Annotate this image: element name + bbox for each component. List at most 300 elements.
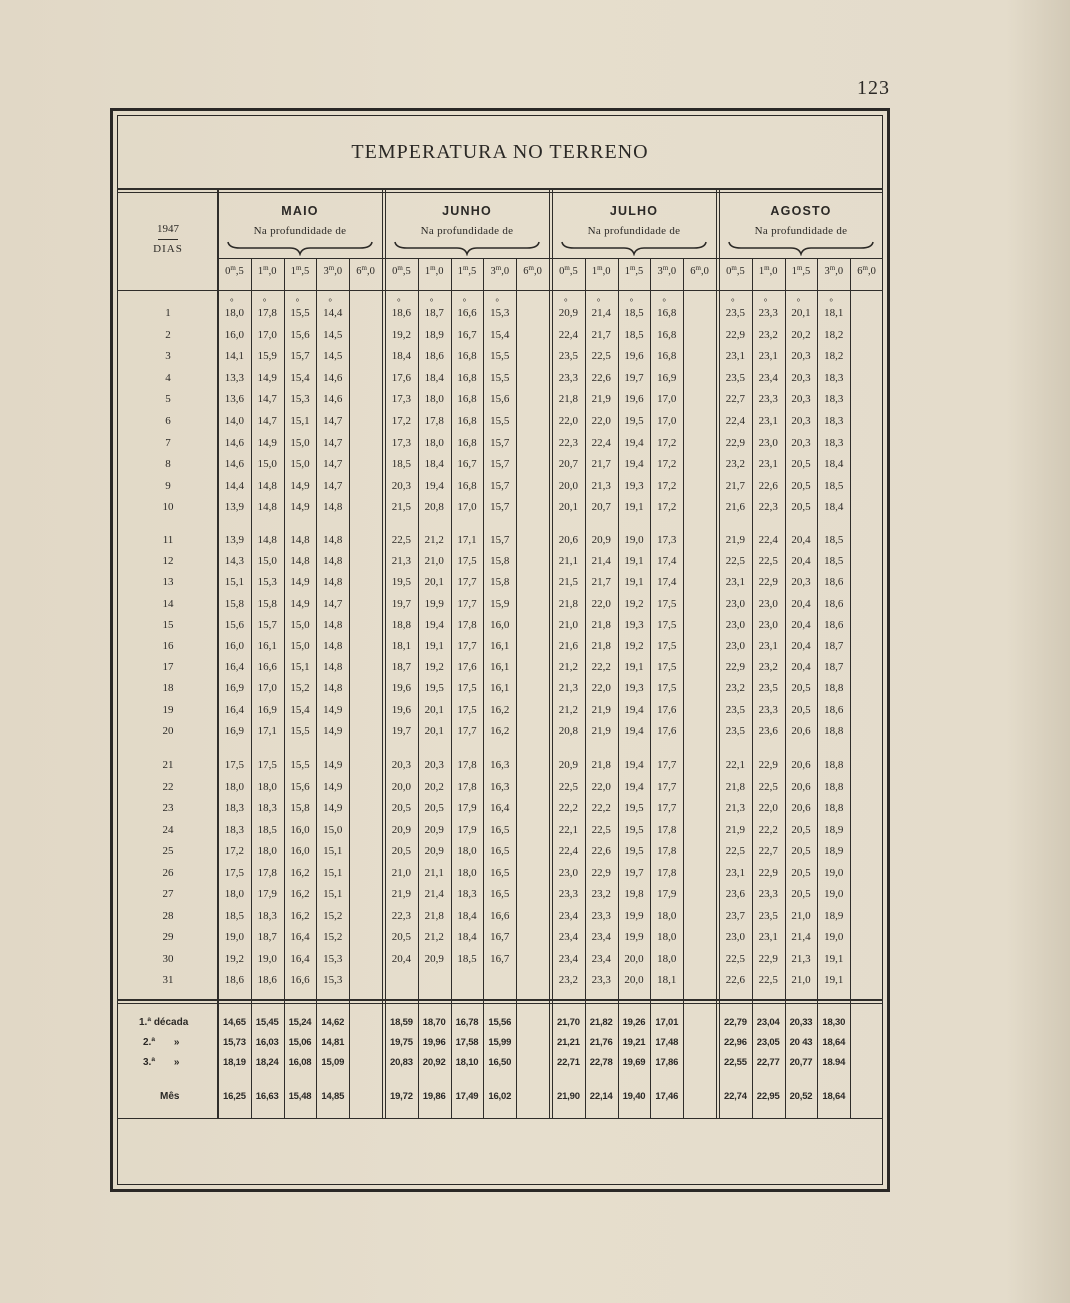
summary-cell: 16,03 [255, 1037, 279, 1048]
temperature-value: 15,5 [290, 724, 310, 737]
table-row [0, 823, 1070, 837]
temperature-value: 21,2 [424, 931, 444, 943]
temperature-value: 20,5 [791, 866, 811, 879]
depth-unit: m [263, 264, 269, 272]
temperature-value: 19,5 [624, 845, 644, 857]
temperature-cell [451, 801, 484, 815]
day-number: 24 [162, 823, 174, 836]
depth-label [451, 265, 484, 279]
summary-cell: 16,02 [488, 1091, 512, 1102]
temperature-value: 19,7 [391, 597, 412, 610]
temperature-cell [483, 930, 516, 944]
temperature-value: 17,8 [657, 823, 677, 836]
temperature-cell [585, 349, 618, 363]
temperature-cell [552, 681, 585, 695]
temperature-value: 23,0 [758, 436, 778, 449]
temperature-cell [752, 639, 785, 653]
depth-unit: m [862, 264, 868, 272]
temperature-value: 19,1 [624, 501, 644, 514]
temperature-value: 16,8 [657, 328, 677, 341]
table-row [0, 909, 1070, 923]
temperature-value: 16,8 [457, 479, 477, 492]
temperature-cell [251, 973, 284, 987]
temperature-cell [316, 457, 349, 471]
degree-mark: ° [397, 297, 401, 307]
temperature-cell [451, 414, 484, 428]
temperature-value: 23,1 [758, 350, 778, 363]
temperature-cell [418, 780, 451, 794]
temperature-value: 15,7 [257, 618, 277, 631]
depth-decimal: ,0 [835, 266, 844, 277]
temperature-value: 16,3 [490, 780, 510, 793]
temperature-value: 22,2 [591, 802, 611, 814]
temperature-cell [316, 436, 349, 450]
temperature-value: 23,0 [758, 597, 778, 610]
temperature-cell [785, 575, 818, 589]
temperature-cell [218, 597, 251, 611]
temperature-value: 17,3 [391, 436, 412, 449]
temperature-cell [251, 660, 284, 674]
temperature-cell [451, 660, 484, 674]
table-row [0, 349, 1070, 363]
temperature-value: 15,1 [323, 888, 343, 900]
temperature-cell [650, 554, 683, 568]
temperature-value: 16,8 [457, 415, 477, 427]
temperature-value: 18,5 [457, 952, 477, 965]
temperature-cell [650, 952, 683, 966]
temperature-cell [483, 414, 516, 428]
temperature-value: 18,8 [824, 724, 844, 737]
temperature-cell [251, 703, 284, 717]
temperature-cell [785, 457, 818, 471]
temperature-value: 18,4 [457, 909, 477, 922]
depth-decimal: ,5 [736, 266, 745, 277]
table-row [0, 801, 1070, 815]
table-row [0, 887, 1070, 901]
table-row [0, 392, 1070, 406]
depth-number: 3 [657, 266, 663, 277]
temperature-value: 21,1 [424, 866, 444, 879]
depth-decimal: ,0 [501, 266, 510, 277]
temperature-value: 22,2 [591, 661, 611, 674]
temperature-cell [618, 780, 651, 794]
temperature-cell [418, 500, 451, 514]
temperature-cell [284, 660, 317, 674]
temperature-cell [817, 575, 850, 589]
temperature-cell [650, 930, 683, 944]
temperature-cell [251, 618, 284, 632]
temperature-cell [451, 575, 484, 589]
temperature-cell [385, 866, 418, 880]
depth-number: 1 [457, 266, 463, 277]
temperature-value: 15,3 [290, 393, 310, 406]
temperature-value: 15,9 [490, 597, 510, 610]
temperature-value: 17,6 [391, 371, 412, 384]
temperature-value: 14,8 [257, 501, 277, 514]
temperature-cell [650, 724, 683, 738]
temperature-cell [817, 500, 850, 514]
temperature-value: 23,5 [758, 909, 778, 922]
temperature-cell [418, 724, 451, 738]
temperature-cell [316, 681, 349, 695]
temperature-cell [785, 724, 818, 738]
day-number: 6 [165, 415, 171, 427]
temperature-value: 18,3 [457, 888, 477, 900]
temperature-value: 22,1 [725, 759, 746, 771]
summary-cell: 19,96 [422, 1037, 446, 1048]
temperature-cell [785, 681, 818, 695]
day-number: 16 [162, 640, 174, 652]
temperature-value: 14,8 [323, 534, 343, 546]
temperature-cell [618, 952, 651, 966]
temperature-value: 17,9 [657, 888, 677, 900]
table-row [0, 457, 1070, 471]
temperature-cell [418, 371, 451, 385]
summary-cell: 20,92 [422, 1057, 446, 1068]
temperature-cell [251, 801, 284, 815]
temperature-value: 18,5 [257, 823, 277, 836]
temperature-value: 19,1 [624, 661, 644, 674]
temperature-value: 14,6 [224, 436, 245, 449]
temperature-cell [284, 780, 317, 794]
temperature-cell [752, 328, 785, 342]
temperature-value: 20,2 [424, 780, 444, 793]
temperature-cell [785, 349, 818, 363]
temperature-value: 15,5 [490, 415, 510, 427]
temperature-value: 15,5 [290, 759, 310, 771]
temperature-value: 15,0 [290, 640, 310, 652]
temperature-value: 14,7 [323, 436, 343, 449]
depth-label [585, 265, 618, 279]
temperature-value: 23,6 [758, 724, 778, 737]
temperature-cell [585, 575, 618, 589]
temperature-cell [650, 349, 683, 363]
temperature-cell [817, 328, 850, 342]
temperature-value: 20,0 [624, 952, 644, 965]
temperature-cell [418, 930, 451, 944]
temperature-cell [752, 554, 785, 568]
temperature-cell [719, 328, 752, 342]
temperature-value: 19,7 [624, 866, 644, 879]
temperature-cell [418, 436, 451, 450]
temperature-value: 21,8 [725, 780, 746, 793]
page-title: TEMPERATURA NO TERRENO [351, 141, 649, 163]
temperature-value: 22,5 [725, 845, 746, 857]
temperature-value: 18,0 [224, 888, 245, 900]
degree-mark: ° [230, 297, 234, 307]
depth-unit: m [695, 264, 701, 272]
temperature-cell [218, 297, 251, 320]
temperature-value: 15,7 [490, 501, 510, 514]
depth-caption: Na profundidade de [587, 225, 681, 237]
temperature-cell [218, 973, 251, 987]
temperature-value: 19,0 [824, 888, 844, 900]
temperature-cell [284, 436, 317, 450]
temperature-cell [552, 801, 585, 815]
temperature-value: 20,9 [558, 307, 579, 319]
temperature-value: 18,0 [257, 780, 277, 793]
temperature-value: 18,4 [424, 371, 444, 384]
temperature-value: 18,0 [224, 780, 245, 793]
temperature-cell [284, 349, 317, 363]
depth-unit: m [361, 264, 367, 272]
temperature-value: 18,9 [824, 845, 844, 857]
temperature-cell [585, 618, 618, 632]
temperature-value: 21,5 [558, 576, 579, 589]
temperature-value: 18,0 [224, 307, 245, 319]
temperature-cell [483, 349, 516, 363]
temperature-cell [483, 328, 516, 342]
summary-cell: 14,85 [321, 1091, 345, 1102]
temperature-cell [316, 780, 349, 794]
temperature-cell [585, 554, 618, 568]
temperature-cell [752, 758, 785, 772]
temperature-value: 23,5 [725, 307, 746, 319]
summary-rule [117, 999, 883, 1001]
temperature-cell [650, 618, 683, 632]
temperature-value: 18,3 [257, 909, 277, 922]
temperature-cell [451, 457, 484, 471]
temperature-value: 19,6 [624, 393, 644, 406]
temperature-cell [785, 887, 818, 901]
temperature-cell [552, 866, 585, 880]
table-row [0, 639, 1070, 653]
temperature-cell [385, 533, 418, 547]
temperature-value: 17,9 [257, 888, 277, 900]
temperature-value: 20,0 [624, 974, 644, 986]
summary-cell: 19,69 [622, 1057, 646, 1068]
day-number: 12 [162, 555, 174, 568]
temperature-value: 15,7 [490, 436, 510, 449]
temperature-value: 14,8 [323, 501, 343, 514]
depth-number: 6 [857, 266, 863, 277]
temperature-value: 17,1 [257, 724, 277, 737]
temperature-value: 19,6 [624, 350, 644, 363]
temperature-value: 20,3 [391, 759, 412, 771]
temperature-value: 20,6 [558, 534, 579, 546]
depth-header-rule [117, 290, 883, 291]
temperature-value: 16,5 [490, 866, 510, 879]
temperature-value: 22,0 [591, 682, 611, 695]
temperature-cell [585, 639, 618, 653]
day-number: 22 [162, 780, 174, 793]
temperature-value: 23,2 [558, 974, 579, 986]
table-row [0, 554, 1070, 568]
temperature-cell [385, 823, 418, 837]
temperature-value: 23,6 [725, 888, 746, 900]
temperature-value: 23,3 [758, 888, 778, 900]
summary-cell: 19,72 [390, 1091, 413, 1102]
temperature-value: 14,8 [323, 661, 343, 674]
temperature-value: 23,2 [591, 888, 611, 900]
summary-cell: 17,01 [655, 1017, 679, 1028]
depth-label [516, 265, 549, 279]
temperature-cell [585, 681, 618, 695]
temperature-cell [418, 479, 451, 493]
temperature-value: 14,8 [323, 640, 343, 652]
temperature-cell [585, 930, 618, 944]
temperature-cell [650, 801, 683, 815]
temperature-cell [719, 639, 752, 653]
temperature-cell [785, 952, 818, 966]
temperature-value: 22,0 [591, 597, 611, 610]
temperature-cell [284, 724, 317, 738]
temperature-value: 19,5 [424, 682, 444, 695]
temperature-cell [618, 909, 651, 923]
temperature-value: 19,4 [624, 724, 644, 737]
temperature-cell [552, 297, 585, 320]
temperature-cell [752, 371, 785, 385]
temperature-value: 14,6 [323, 371, 343, 384]
temperature-value: 23,1 [725, 350, 746, 363]
degree-mark: ° [295, 297, 300, 307]
temperature-cell [785, 597, 818, 611]
temperature-cell [585, 479, 618, 493]
temperature-cell [218, 575, 251, 589]
temperature-cell [316, 952, 349, 966]
temperature-cell [585, 436, 618, 450]
temperature-value: 15,0 [323, 823, 343, 836]
temperature-cell [284, 844, 317, 858]
month-name: JUNHO [442, 204, 492, 218]
temperature-cell [752, 414, 785, 428]
temperature-cell [817, 639, 850, 653]
temperature-cell [752, 703, 785, 717]
temperature-cell [618, 575, 651, 589]
temperature-value: 17,3 [657, 534, 677, 546]
temperature-value: 16,7 [490, 952, 510, 965]
temperature-value: 20,5 [791, 479, 811, 492]
temperature-value: 19,9 [624, 931, 644, 943]
temperature-value: 19,0 [224, 931, 245, 943]
temperature-cell [785, 844, 818, 858]
temperature-value: 17,8 [457, 759, 477, 771]
summary-cell: 15,99 [488, 1037, 512, 1048]
temperature-cell [451, 597, 484, 611]
temperature-value: 20,3 [791, 436, 811, 449]
temperature-value: 16,6 [490, 909, 510, 922]
degree-mark: ° [662, 297, 666, 307]
depth-label [284, 265, 317, 279]
temperature-cell [251, 533, 284, 547]
temperature-cell [418, 703, 451, 717]
summary-cell: 15,73 [223, 1037, 246, 1048]
temperature-cell [650, 392, 683, 406]
temperature-cell [451, 618, 484, 632]
temperature-cell [284, 392, 317, 406]
temperature-cell [785, 297, 818, 320]
temperature-cell [316, 533, 349, 547]
temperature-cell [251, 952, 284, 966]
day-number: 4 [165, 371, 171, 384]
temperature-value: 22,5 [558, 780, 579, 793]
summary-cell: 19,75 [390, 1037, 413, 1048]
summary-cell: 17,86 [655, 1057, 679, 1068]
temperature-value: 17,9 [457, 802, 477, 814]
temperature-cell [618, 618, 651, 632]
temperature-value: 16,1 [490, 640, 510, 652]
temperature-cell [552, 479, 585, 493]
temperature-value: 19,4 [624, 780, 644, 793]
temperature-value: 15,5 [490, 371, 510, 384]
temperature-cell [284, 533, 317, 547]
temperature-value: 22,4 [725, 415, 746, 427]
temperature-value: 18,3 [824, 415, 844, 427]
temperature-cell [483, 554, 516, 568]
depth-decimal: ,0 [334, 266, 343, 277]
temperature-value: 22,5 [758, 555, 778, 568]
temperature-value: 13,3 [224, 371, 245, 384]
temperature-cell [552, 973, 585, 987]
temperature-value: 20,1 [558, 501, 579, 514]
temperature-cell [752, 930, 785, 944]
temperature-cell [451, 887, 484, 901]
temperature-cell [251, 575, 284, 589]
temperature-cell [817, 392, 850, 406]
depth-unit: m [397, 264, 403, 272]
temperature-value: 19,0 [824, 931, 844, 943]
temperature-value: 21,3 [558, 682, 579, 695]
temperature-value: 17,2 [657, 479, 677, 492]
summary-cell: 18,19 [223, 1057, 246, 1068]
temperature-cell [483, 823, 516, 837]
temperature-value: 22,2 [558, 802, 579, 814]
header-rule [117, 192, 883, 193]
summary-cell: 14,65 [223, 1017, 246, 1028]
degree-mark: ° [829, 297, 833, 307]
temperature-cell [251, 758, 284, 772]
temperature-value: 17,8 [257, 866, 277, 879]
temperature-cell [284, 597, 317, 611]
temperature-cell [418, 414, 451, 428]
temperature-value: 19,2 [624, 640, 644, 652]
depth-decimal: ,5 [635, 266, 644, 277]
temperature-value: 22,5 [391, 534, 412, 546]
depth-number: 1 [424, 266, 431, 277]
temperature-cell [483, 618, 516, 632]
temperature-value: 18,5 [391, 458, 412, 471]
temperature-cell [585, 392, 618, 406]
temperature-value: 15,8 [490, 576, 510, 589]
temperature-cell [284, 500, 317, 514]
day-number: 2 [165, 328, 171, 341]
temperature-cell [552, 575, 585, 589]
temperature-cell [719, 952, 752, 966]
temperature-value: 14,4 [323, 307, 343, 319]
temperature-cell [817, 909, 850, 923]
temperature-cell [218, 909, 251, 923]
temperature-value: 19,3 [624, 618, 644, 631]
temperature-value: 17,7 [657, 759, 677, 771]
day-number: 8 [165, 458, 171, 471]
temperature-value: 23,4 [758, 371, 778, 384]
temperature-cell [284, 758, 317, 772]
temperature-value: 23,5 [758, 682, 778, 695]
temperature-cell [218, 392, 251, 406]
depth-label [483, 265, 516, 279]
temperature-cell [316, 554, 349, 568]
temperature-cell [483, 703, 516, 717]
temperature-value: 15,0 [290, 436, 310, 449]
table-row [0, 479, 1070, 493]
temperature-cell [284, 457, 317, 471]
temperature-value: 22,9 [758, 759, 778, 771]
temperature-cell [552, 328, 585, 342]
temperature-value: 21,3 [725, 802, 746, 814]
temperature-value: 21,4 [791, 931, 811, 943]
temperature-value: 14,3 [224, 555, 245, 568]
temperature-value: 20,1 [424, 576, 444, 589]
